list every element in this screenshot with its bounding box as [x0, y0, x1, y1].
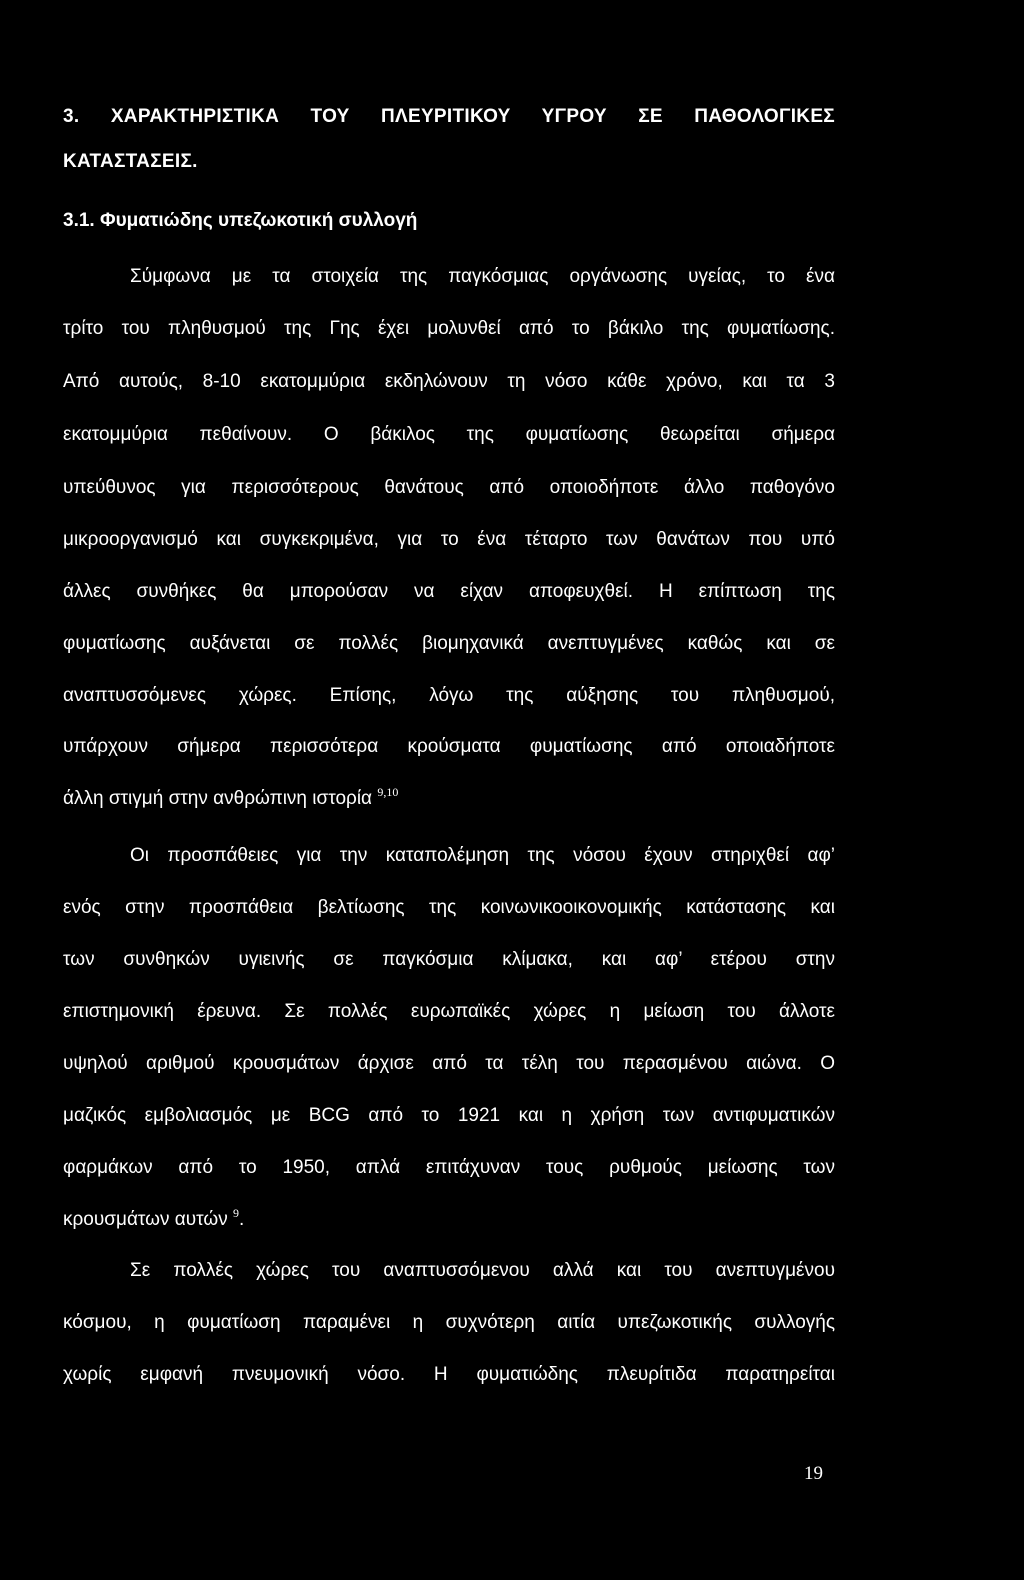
- text-line: των συνθηκών υγιεινής σε παγκόσμια κλίμακα, και αφ’ ετέρου στην: [63, 949, 835, 970]
- text-line: επιστημονική έρευνα. Σε πολλές ευρωπαϊκές χώρες η μείωση του άλλοτε: [63, 1001, 835, 1022]
- text-line: Σε πολλές χώρες του αναπτυσσόμενου αλλά και του ανεπτυγμένου: [130, 1260, 835, 1281]
- section-heading: 3. ΧΑΡΑΚΤΗΡΙΣΤΙΚΑ ΤΟΥ ΠΛΕΥΡΙΤΙΚΟΥ ΥΓΡΟΥ ΣΕ ΠΑΘΟΛΟΓΙΚΕΣ: [63, 106, 835, 127]
- text-line: Από αυτούς, 8-10 εκατομμύρια εκδηλώνουν τη νόσο κάθε χρόνο, και τα 3: [63, 371, 835, 392]
- text-span: κρουσμάτων αυτών: [63, 1209, 233, 1230]
- text-line: τρίτο του πληθυσμού της Γης έχει μολυνθεί από το βάκιλο της φυματίωσης.: [63, 318, 835, 339]
- text-span: .: [239, 1209, 245, 1230]
- text-line-last: [63, 1206, 835, 1231]
- text-line: Σύμφωνα με τα στοιχεία της παγκόσμιας οργάνωσης υγείας, το ένα: [130, 266, 835, 287]
- text-line: υπεύθυνος για περισσότερους θανάτους από οποιοδήποτε άλλο παθογόνο: [63, 477, 835, 498]
- text-line: Οι προσπάθειες για την καταπολέμηση της νόσου έχουν στηριχθεί αφ’: [130, 845, 835, 866]
- text-line: ενός στην προσπάθεια βελτίωσης της κοινωνικοοικονομικής κατάστασης και: [63, 897, 835, 918]
- text-line: άλλες συνθήκες θα μπορούσαν να είχαν αποφευχθεί. Η επίπτωση της: [63, 581, 835, 602]
- citation-reference: 9: [233, 1206, 239, 1220]
- text-line: υπάρχουν σήμερα περισσότερα κρούσματα φυματίωσης από οποιαδήποτε: [63, 736, 835, 757]
- text-line: φαρμάκων από το 1950, απλά επιτάχυναν τους ρυθμούς μείωσης των: [63, 1157, 835, 1178]
- text-line-last: [63, 785, 835, 810]
- text-line: εκατομμύρια πεθαίνουν. Ο βάκιλος της φυματίωσης θεωρείται σήμερα: [63, 424, 835, 445]
- text-line: μικροοργανισμό και συγκεκριμένα, για το ένα τέταρτο των θανάτων που υπό: [63, 529, 835, 550]
- text-line: αναπτυσσόμενες χώρες. Επίσης, λόγω της αύξησης του πληθυσμού,: [63, 685, 835, 706]
- text-span: άλλη στιγμή στην ανθρώπινη ιστορία: [63, 788, 378, 809]
- text-line: χωρίς εμφανή πνευμονική νόσο. Η φυματιώδης πλευρίτιδα παρατηρείται: [63, 1364, 835, 1385]
- citation-reference: 9,10: [377, 785, 399, 799]
- section-heading-continued: ΚΑΤΑΣΤΑΣΕΙΣ.: [63, 151, 198, 172]
- subsection-heading: 3.1. Φυματιώδης υπεζωκοτική συλλογή: [63, 210, 418, 231]
- text-line: υψηλού αριθμού κρουσμάτων άρχισε από τα τέλη του περασμένου αιώνα. Ο: [63, 1053, 835, 1074]
- text-line: κόσμου, η φυματίωση παραμένει η συχνότερη αιτία υπεζωκοτικής συλλογής: [63, 1312, 835, 1333]
- text-line: μαζικός εμβολιασμός με BCG από το 1921 και η χρήση των αντιφυματικών: [63, 1105, 835, 1126]
- page-number: 19: [804, 1463, 823, 1484]
- text-line: φυματίωσης αυξάνεται σε πολλές βιομηχανικά ανεπτυγμένες καθώς και σε: [63, 633, 835, 654]
